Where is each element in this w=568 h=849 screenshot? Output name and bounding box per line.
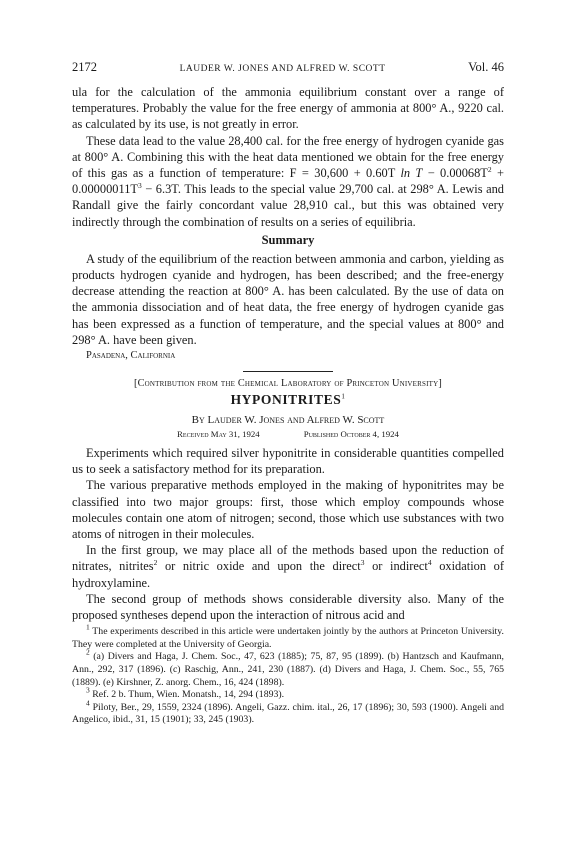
- footnote: $^3$ Ref. 2 b. Thum, Wien. Monatsh., 14, 294 (1893).: [86, 685, 285, 701]
- footnote: $^2$ (a) Divers and Haga, J. Chem. Soc., 47, 623 (1885); 75, 87, 95 (1899). (b) Hantzsch and Kaufmann, Ann., 292, 317 (1896). (c) Raschig, Ann., 241, 230 (1887). (d) Divers and Haga, J. Chem. Soc., 55, 765 (1889). (e) Kirshner, Z. anorg. Chem., 16, 424 (1898).: [72, 648, 504, 688]
- second-group-paragraph: The second group of methods shows considerable diversity also. Many of the proposed syntheses depend upon the interaction of nitrous acid and: [72, 591, 504, 623]
- author-line: By Lauder W. Jones and Alfred W. Scott: [191, 414, 385, 427]
- date-line: [72, 429, 504, 439]
- volume-label: Vol. 46: [468, 60, 504, 74]
- contribution-line: [Contribution from the Chemical Laboratory of Princeton University]: [133, 378, 443, 390]
- footnote: $^1$ The experiments described in this article were undertaken jointly by the authors at Princeton University. They were completed at the University of Georgia.: [72, 623, 504, 650]
- first-group-paragraph: In the first group, we may place all of the methods based upon the reduction of nitrates, nitrites$^2$ or nitric oxide and upon the direct$^3$ or indirect$^4$ oxidation of hydroxylamine.: [72, 543, 504, 590]
- article-title: HYPONITRITES$^1$: [230, 392, 346, 408]
- ln-term: ln T: [400, 166, 423, 181]
- page-number: 2172: [72, 60, 97, 74]
- free-energy-paragraph: These data lead to the value 28,400 cal. for the free energy of hydrogen cyanide gas at 800° A. Combining this with the heat data mentioned we obtain for the free energy of this gas as a function of temperature: F = 30,600 + 0.60T $\ln T - 0.00068T^2 + 0.00000011T^3 - 6.3T$. This leads to the special value 29,700 cal. at 298° A. Lewis and Randall give the fairly concordant value 28,910 cal., but this was obtained very indirectly through the combination of results on a series of equilibria.: [72, 133, 504, 229]
- title-footnote-mark: 1: [341, 392, 346, 401]
- continued-paragraph: ula for the calculation of the ammonia equilibrium constant over a range of temperatures. Probably the value for the free energy of ammonia at 800° A., 9220 cal. as calculated by its use, is not greatly in error.: [72, 85, 504, 132]
- intro-paragraph: Experiments which required silver hyponitrite in considerable quantities compelled us to seek a satisfactory method for its preparation.: [72, 446, 504, 477]
- page-header: [72, 60, 504, 75]
- running-head: LAUDER W. JONES AND ALFRED W. SCOTT: [179, 64, 386, 74]
- methods-paragraph: The various preparative methods employed in the making of hyponitrites may be classified into two major groups: first, those which employ compounds whose molecules contain one atom of nitrogen; second, those which use substances with two atoms of nitrogen in their molecules.: [72, 478, 504, 542]
- published-date: Published October 4, 1924: [303, 429, 399, 440]
- footnote: $^4$ Piloty, Ber., 29, 1559, 2324 (1896). Angeli, Gazz. chim. ital., 26, 17 (1896); 30, 593 (1900). Angeli and Angelico, ibid., 31, 15 (1901); 33, 245 (1903).: [72, 698, 504, 726]
- received-date: Received May 31, 1924: [177, 429, 260, 440]
- summary-paragraph: A study of the equilibrium of the reaction between ammonia and carbon, yielding as products hydrogen cyanide and hydrogen, has been described; and the free-energy decrease attending the reaction at 800° A. has been calculated. By the use of data on the ammonia dissociation and of heat data, the free energy of hydrogen cyanide gas has been expressed as a function of temperature, and the special values at 800° and 298° A. have been given.: [72, 251, 504, 347]
- section-divider: [243, 371, 333, 372]
- place-line: Pasadena, California: [86, 350, 176, 362]
- footnotes: [72, 623, 504, 727]
- summary-heading: Summary: [261, 232, 315, 247]
- article-body: [72, 84, 504, 727]
